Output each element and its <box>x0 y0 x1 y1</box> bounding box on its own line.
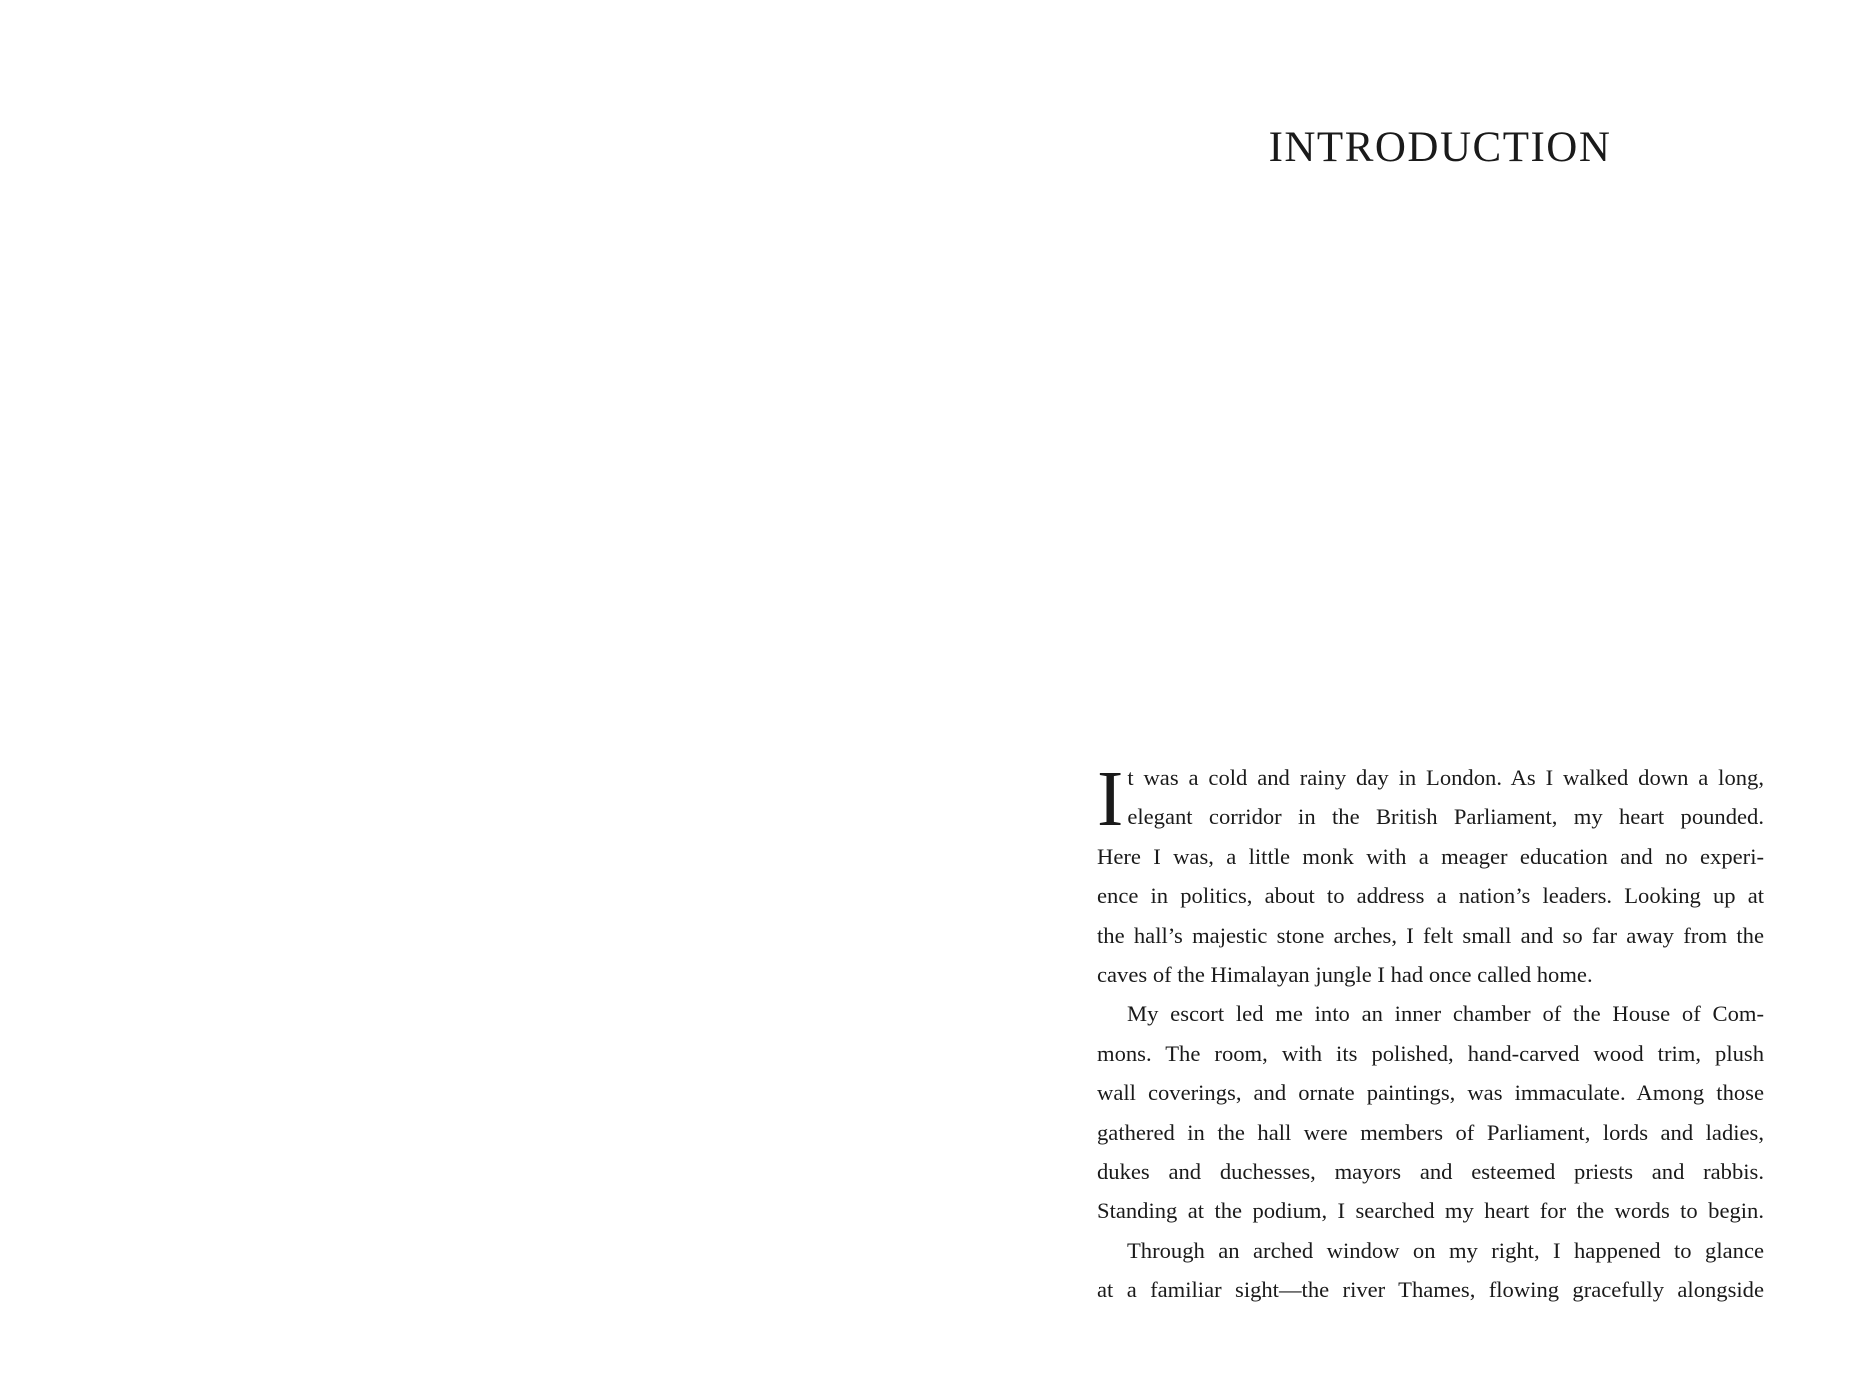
text-line: at a familiar sight—the river Thames, flowing gracefully alongside <box>1097 1277 1764 1303</box>
text-line: ence in politics, about to address a nation’s leaders. Looking up at <box>1097 883 1764 909</box>
text-line: gathered in the hall were members of Parliament, lords and ladies, <box>1097 1119 1764 1145</box>
text-line: dukes and duchesses, mayors and esteemed priests and rabbis. <box>1097 1159 1764 1185</box>
text-line: Standing at the podium, I searched my heart for the words to begin. <box>1097 1198 1764 1224</box>
text-line: elegant corridor in the British Parliament, my heart pounded. <box>1127 804 1764 830</box>
text-line: Through an arched window on my right, I happened to glance <box>1127 1237 1764 1263</box>
paragraph-2 <box>1097 994 1764 1230</box>
text-line: mons. The room, with its polished, hand-carved wood trim, plush <box>1097 1040 1764 1066</box>
text-line: caves of the Himalayan jungle I had once called home. <box>1097 962 1593 988</box>
chapter-title: INTRODUCTION <box>1268 124 1612 171</box>
text-line: Here I was, a little monk with a meager education and no experi- <box>1097 843 1764 869</box>
drop-cap: I <box>1097 756 1124 843</box>
text-line: the hall’s majestic stone arches, I felt small and so far away from the <box>1097 922 1764 948</box>
text-line: wall coverings, and ornate paintings, was immaculate. Among those <box>1097 1080 1764 1106</box>
paragraph-1 <box>1097 758 1764 994</box>
body-text <box>1097 758 1764 1310</box>
text-line: t was a cold and rainy day in London. As I walked down a long, <box>1127 765 1764 790</box>
text-line: My escort led me into an inner chamber of the House of Com- <box>1127 1001 1764 1027</box>
paragraph-3 <box>1097 1231 1764 1310</box>
